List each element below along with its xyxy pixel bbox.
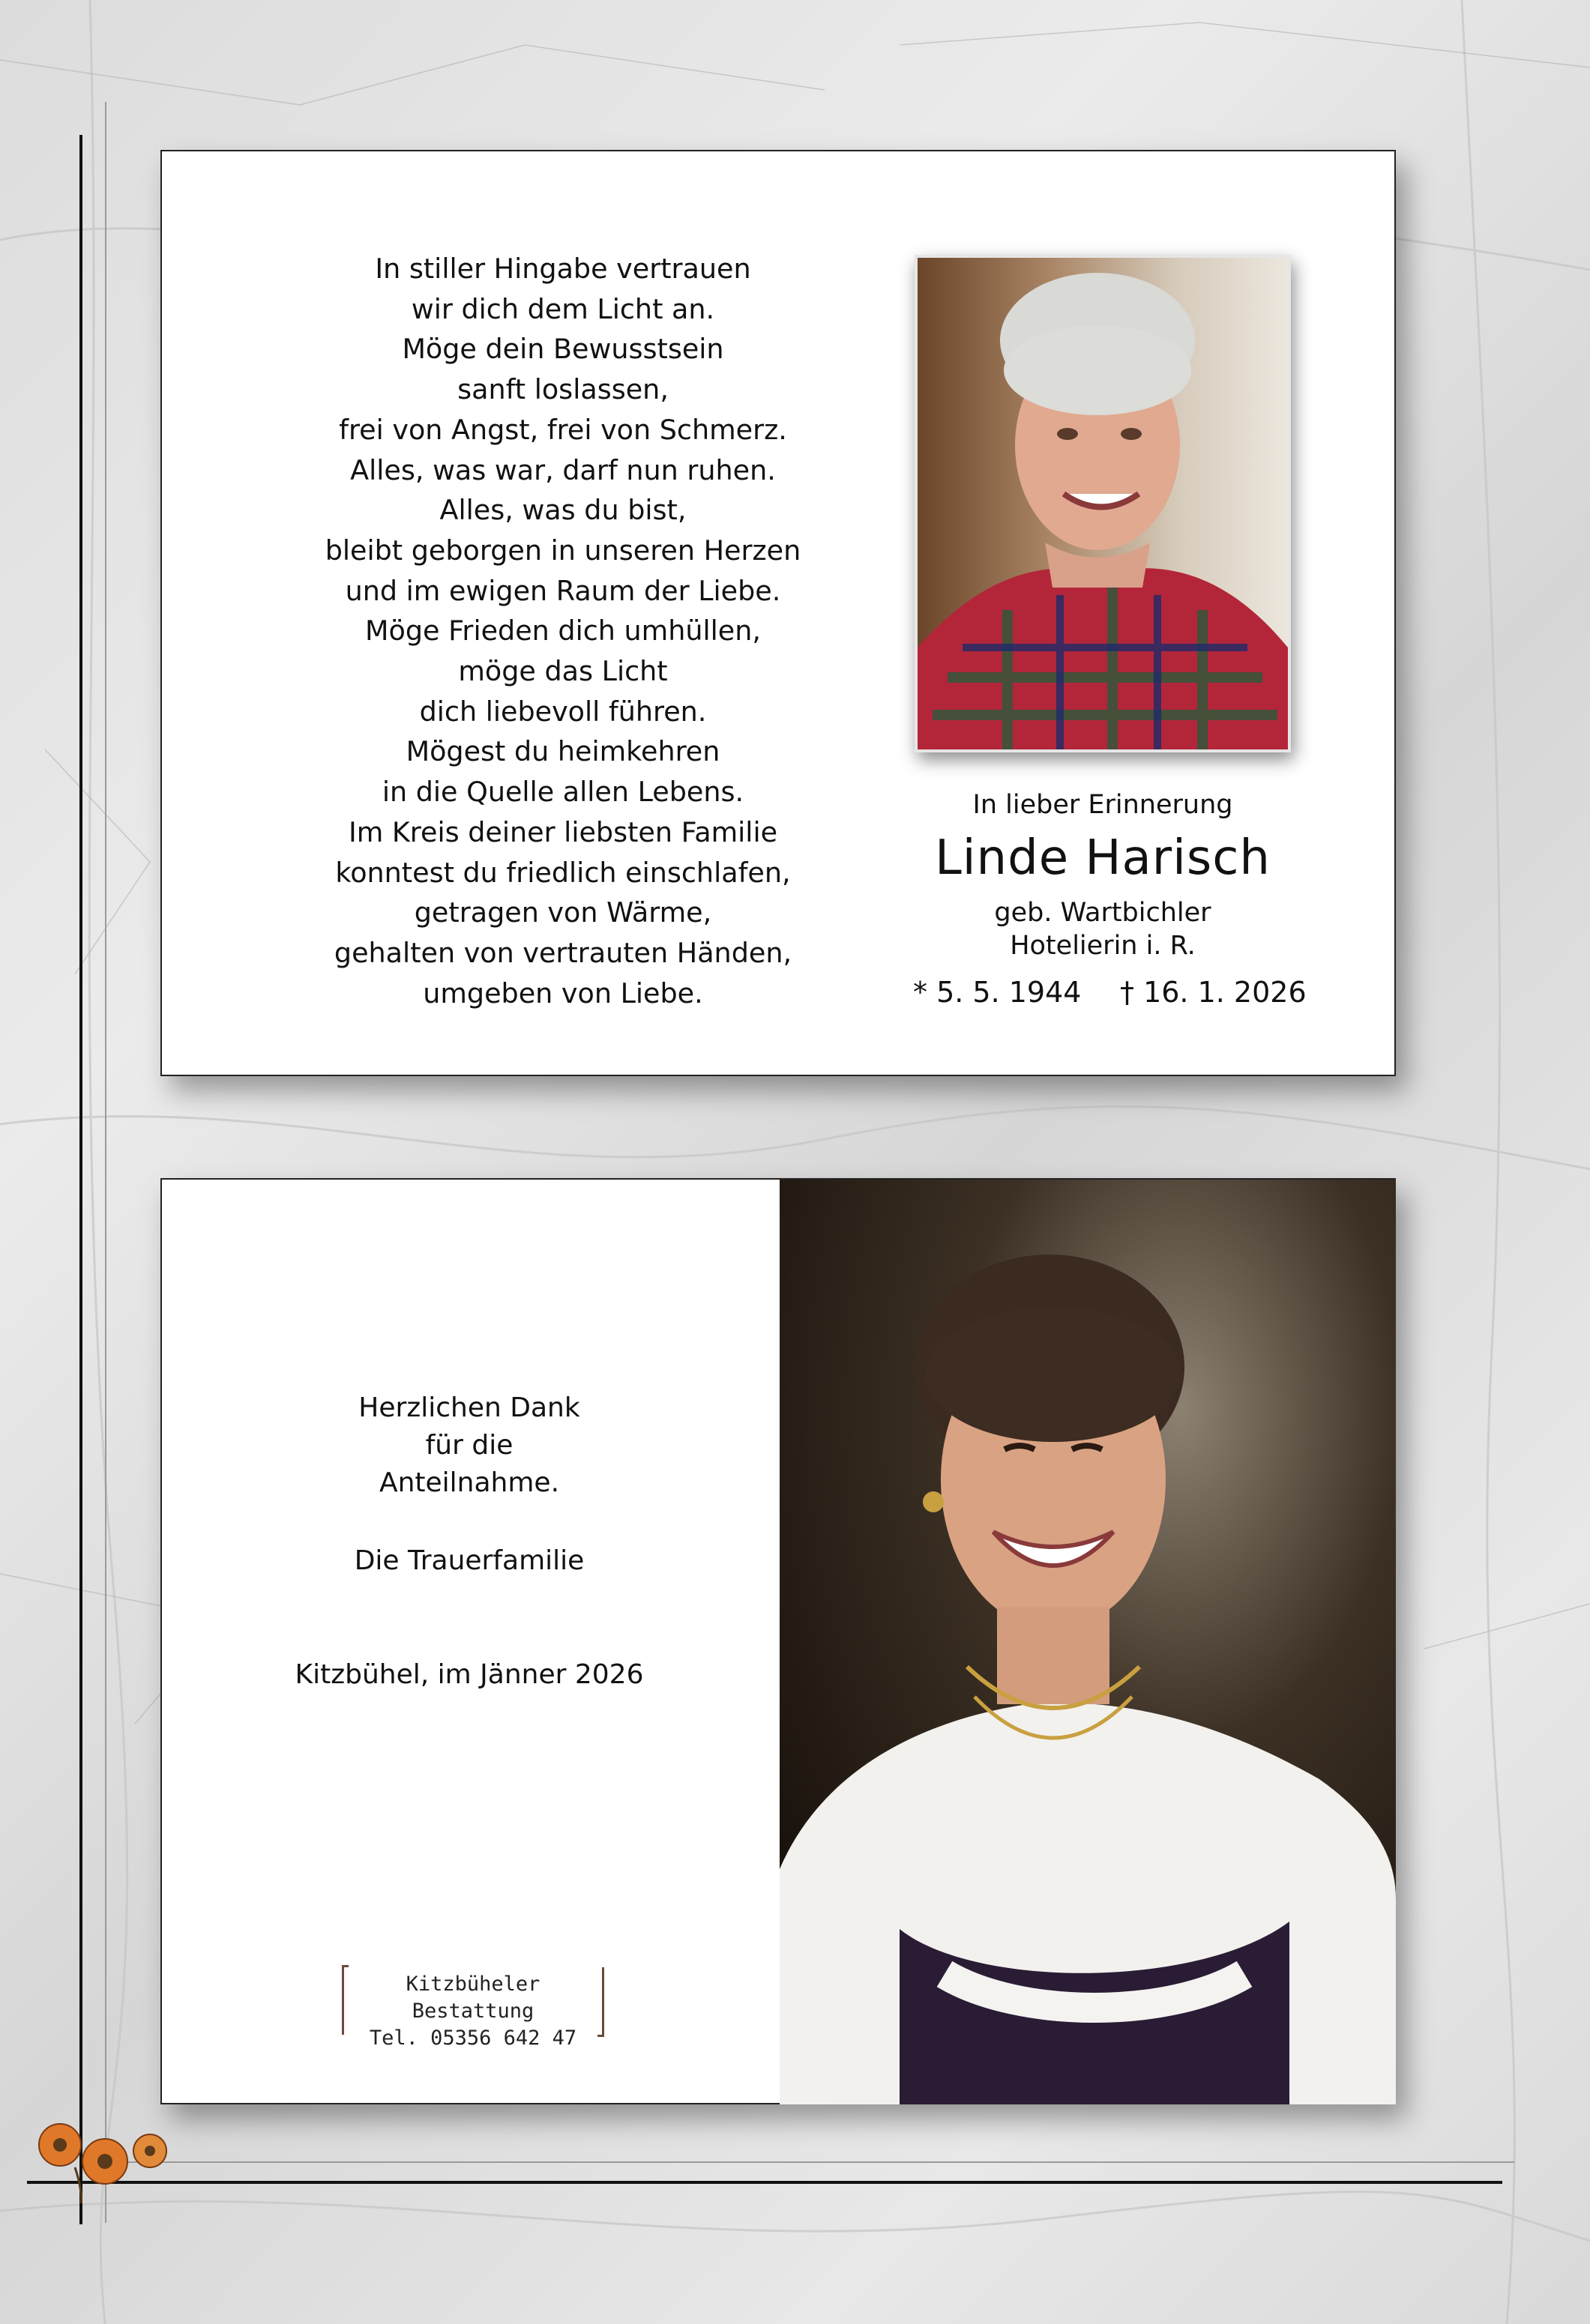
deceased-name: Linde Harisch <box>935 830 1271 886</box>
memorial-card-front <box>160 150 1396 1076</box>
family-signature: Die Trauerfamilie <box>354 1545 585 1576</box>
place-date: Kitzbühel, im Jänner 2026 <box>295 1659 644 1690</box>
portrait-illustration-young <box>780 1180 1396 2104</box>
poem-line: Im Kreis deiner liebsten Familie <box>348 815 778 848</box>
flower-ornament-icon <box>22 2115 172 2205</box>
left-thin-line <box>105 102 106 2223</box>
portrait-photo-elderly <box>915 255 1291 752</box>
poem-line: umgeben von Liebe. <box>423 977 703 1009</box>
thanks-message <box>259 1389 679 1502</box>
poem-line: in die Quelle allen Lebens. <box>382 776 744 809</box>
poem-line: bleibt geborgen in unseren Herzen <box>325 534 801 567</box>
bottom-border-line <box>27 2181 1502 2184</box>
poem-line: Möge dein Bewusstsein <box>402 333 724 366</box>
poem-line: frei von Angst, frei von Schmerz. <box>339 413 787 446</box>
poem-line: gehalten von vertrauten Händen, <box>334 936 792 969</box>
poem-line: getragen von Wärme, <box>414 896 712 929</box>
poem-line: Alles, was war, darf nun ruhen. <box>350 453 776 486</box>
memorial-card-back <box>160 1178 1396 2104</box>
bottom-thin-line <box>105 2161 1514 2163</box>
poem-line: möge das Licht <box>458 655 668 688</box>
poem-line: konntest du friedlich einschlafen, <box>335 856 791 889</box>
undertaker-phone: Tel. 05356 642 47 <box>369 2026 577 2050</box>
poem-line: Möge Frieden dich umhüllen, <box>365 615 761 648</box>
thanks-line: Anteilnahme. <box>379 1467 560 1498</box>
poem-line: Alles, was du bist, <box>439 494 687 527</box>
thanks-line: für die <box>425 1430 514 1461</box>
memorial-poem <box>244 249 882 1013</box>
stamp-bracket-left <box>342 1965 349 2035</box>
poem-line: und im ewigen Raum der Liebe. <box>345 574 781 607</box>
poem-line: dich liebevoll führen. <box>419 695 707 728</box>
undertaker-stamp <box>346 1971 600 2050</box>
portrait-illustration <box>918 258 1288 749</box>
memorial-intro: In lieber Erinnerung <box>972 790 1233 820</box>
poem-line: sanft loslassen, <box>457 373 669 406</box>
poem-line: In stiller Hingabe vertrauen <box>375 253 751 285</box>
poem-line: Mögest du heimkehren <box>406 735 720 768</box>
left-border-line <box>79 135 82 2224</box>
death-date: † 16. 1. 2026 <box>1120 976 1307 1009</box>
birth-name: geb. Wartbichler <box>994 898 1211 928</box>
poem-line: wir dich dem Licht an. <box>411 292 715 325</box>
stamp-bracket-right <box>597 1967 604 2037</box>
profession: Hotelierin i. R. <box>1010 931 1196 961</box>
undertaker-name: Kitzbüheler Bestattung <box>406 1973 540 2023</box>
thanks-line: Herzlichen Dank <box>358 1392 580 1423</box>
birth-date: * 5. 5. 1944 <box>913 976 1082 1009</box>
portrait-photo-young <box>780 1180 1396 2104</box>
